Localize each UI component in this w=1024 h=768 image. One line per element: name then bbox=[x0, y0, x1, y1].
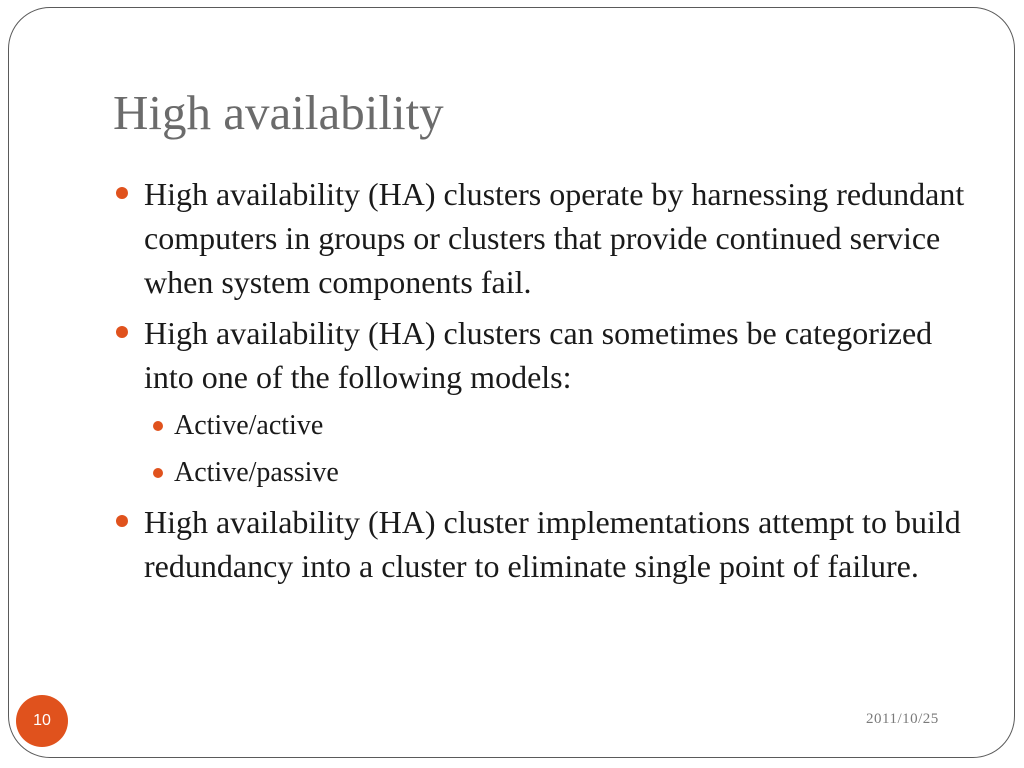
bullet-dot-icon bbox=[116, 515, 128, 527]
slide-content bbox=[116, 172, 966, 595]
bullet-dot-icon bbox=[116, 326, 128, 338]
bullet-item bbox=[116, 311, 966, 399]
sub-bullet-text: Active/passive bbox=[174, 457, 339, 488]
bullet-text: High availability (HA) clusters can sometimes be categorized into one of the following models: bbox=[144, 315, 933, 395]
bullet-item bbox=[116, 172, 966, 304]
bullet-text: High availability (HA) cluster implementations attempt to build redundancy into a cluster to eliminate single point of failure. bbox=[144, 504, 961, 584]
bullet-item bbox=[116, 500, 966, 588]
slide-date: 2011/10/25 bbox=[866, 711, 939, 727]
page-number-badge bbox=[16, 695, 68, 747]
sub-bullet-item bbox=[116, 406, 966, 446]
sub-bullet-text: Active/active bbox=[174, 410, 324, 441]
sub-bullet-dot-icon bbox=[153, 421, 163, 431]
bullet-dot-icon bbox=[116, 187, 128, 199]
sub-bullet-dot-icon bbox=[153, 468, 163, 478]
bullet-text: High availability (HA) clusters operate by harnessing redundant computers in groups or clusters that provide continued service when system components fail. bbox=[144, 176, 965, 300]
page-number: 10 bbox=[33, 712, 51, 729]
sub-bullet-item bbox=[116, 453, 966, 493]
slide-title: High availability bbox=[113, 85, 444, 140]
